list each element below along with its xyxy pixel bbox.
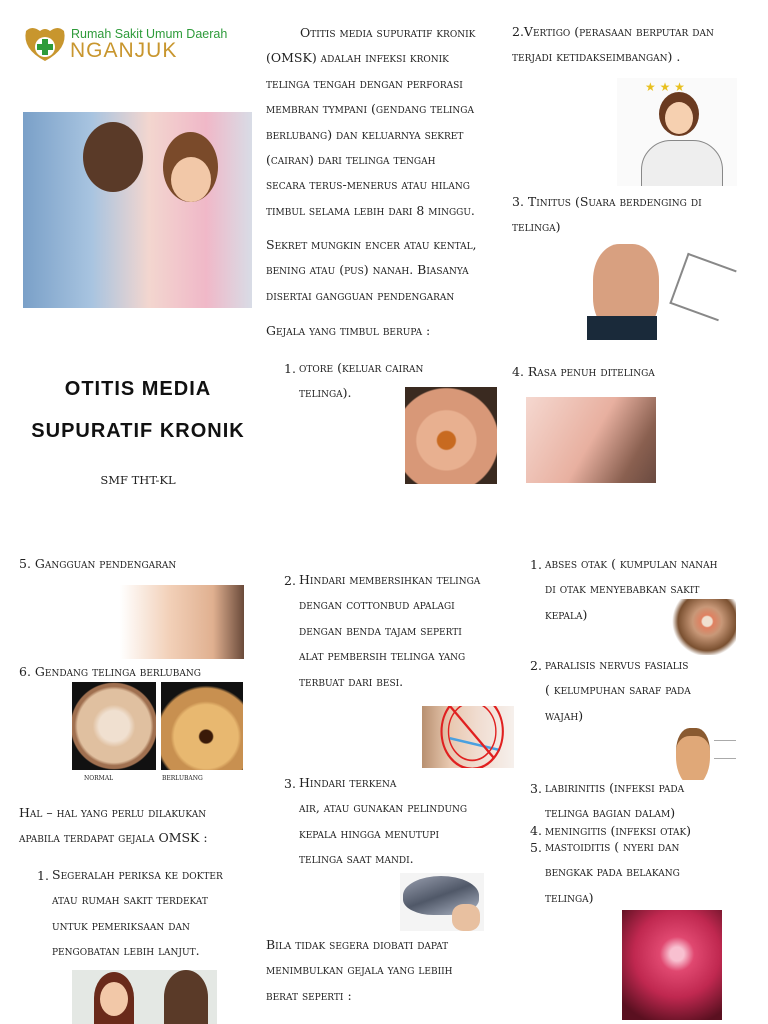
action-number: 2. [284,573,296,588]
text-line: Bila tidak segera diobati dapat [266,937,449,952]
text-line: telinga tengah dengan perforasi [266,75,463,91]
text-line: kepala) [545,606,588,622]
complication-facial-paralysis [545,652,691,728]
perforated-label: berlubang [162,773,203,783]
text-line: 4. Rasa penuh ditelinga [512,364,655,379]
text-line: wajah) [545,707,584,723]
vertigo-illustration: ★ ★ ★ [617,78,737,186]
complication-number: 3. [530,781,542,796]
brochure-subtitle: SMF THT-KL [100,473,176,487]
text-line: telinga) [512,219,561,235]
complication-mastoiditis [545,834,680,910]
symptom-hearing-loss [19,551,176,576]
text-line: abses otak ( kumpulan nanah [545,556,718,571]
complication-number: 4. [530,823,542,838]
no-cotton-bud-photo [422,706,514,768]
action-avoid-cleaning [299,567,480,694]
text-line: ( kelumpuhan saraf pada [545,682,691,698]
text-line: untuk pemeriksaan dan [52,917,190,933]
mastoiditis-photo [622,910,722,1020]
normal-eardrum-photo [72,682,156,770]
text-line: atau rumah sakit terdekat [52,892,208,908]
text-line: 6. Gendang telinga berlubang [19,664,201,679]
text-line: paralisis nervus fasialis [545,657,689,672]
ear-discharge-photo [405,387,497,484]
text-line: Segeralah periksa ke dokter [52,867,223,882]
text-line: dengan cottonbud apalagi [299,597,455,613]
text-line: (OMSK) adalah infeksi kronik [266,50,449,66]
complications-intro [266,932,453,1008]
text-line: meningitis (infeksi otak) [545,823,692,838]
text-line: secara terus-menerus atau hilang [266,177,470,193]
text-line: telinga). [299,385,352,401]
normal-label: normal [84,773,114,783]
secret-paragraph [266,232,477,308]
text-line: labirinitis (infeksi pada [545,780,685,795]
text-line: menimbulkan gejala yang lebiih [266,962,453,978]
brochure-title-line2: SUPURATIF KRONIK [31,420,245,442]
ear-fullness-illustration [526,397,656,483]
text-line: Hal – hal yang perlu dilakukan [19,805,207,820]
perforated-eardrum-photo [161,682,243,770]
hospital-emblem-icon [22,25,68,63]
text-line: disertai gangguan pendengaran [266,287,455,303]
text-line: dengan benda tajam seperti [299,622,462,638]
symptom-fullness [512,359,655,384]
text-line: apabila terdapat gejala OMSK : [19,830,208,846]
text-line: Sekret mungkin encer atau kental, [266,237,477,252]
text-line: Otitis media supuratif kronik [300,25,476,40]
text-line: pengobatan lebih lanjut. [52,943,200,959]
text-line: berlubang) dan keluarnya sekret [266,126,464,142]
text-line: Hindari terkena [299,775,397,790]
text-line: (cairan) dari telinga tengah [266,151,436,167]
text-line: bengkak pada belakang [545,864,680,880]
text-line: kepala hingga menutupi [299,825,440,841]
text-line: 5. Gangguan pendengaran [19,556,177,571]
prohibition-icon [422,706,514,768]
action-see-doctor [52,862,223,964]
action-number: 3. [284,776,296,791]
text-line: 3. Tinitus (Suara berdenging di [512,194,702,209]
text-line: telinga) [545,889,594,905]
actions-heading [19,800,208,851]
otoscope-exam-photo [23,112,252,308]
text-line: membran tympani (gendang telinga [266,101,474,117]
complication-number: 1. [530,557,542,572]
text-line: di otak menyebabkan sakit [545,581,700,597]
logo-line2: NGANJUK [70,39,178,62]
text-line: berat seperti : [266,987,352,1003]
symptoms-heading-text: Gejala yang timbul berupa : [266,323,431,338]
hearing-loss-photo [120,585,244,659]
symptom-perforated-eardrum [19,659,201,684]
text-line: telinga saat mandi. [299,851,414,867]
definition-paragraph [266,20,475,223]
text-line: 2.Vertigo (perasaan berputar dan [512,24,714,39]
hospital-logo [22,25,232,65]
complication-number: 5. [530,840,542,855]
text-line: telinga bagian dalam) [545,805,676,821]
text-line: terjadi ketidakseimbangan) . [512,49,681,65]
brain-abscess-illustration [672,599,736,655]
text-line: mastoiditis ( nyeri dan [545,839,680,854]
action-avoid-water [299,770,467,872]
text-line: bening atau (pus) nanah. Biasanya [266,262,469,278]
tinnitus-photo [587,240,737,340]
text-line: otore (keluar cairan [299,360,424,375]
symptoms-heading [266,318,430,343]
shower-cap-photo [400,873,484,931]
text-line: air, atau gunakan pelindung [299,800,468,816]
symptom-vertigo [512,19,714,70]
complication-number: 2. [530,658,542,673]
symptom-number: 1. [284,361,296,376]
text-line: timbul selama lebih dari 8 minggu. [266,202,475,218]
complication-labyrinthitis [545,775,684,826]
text-line: alat pembersih telinga yang [299,648,466,664]
action-number: 1. [37,868,49,883]
text-line: terbuat dari besi. [299,673,404,689]
brochure-title-line1: OTITIS MEDIA [64,378,212,400]
logo-line1: Rumah Sakit Umum Daerah [71,27,228,41]
symptom-tinnitus [512,189,702,240]
facial-paralysis-illustration [674,728,738,780]
text-line: Hindari membersihkan telinga [299,572,481,587]
doctor-consultation-illustration [72,970,217,1024]
